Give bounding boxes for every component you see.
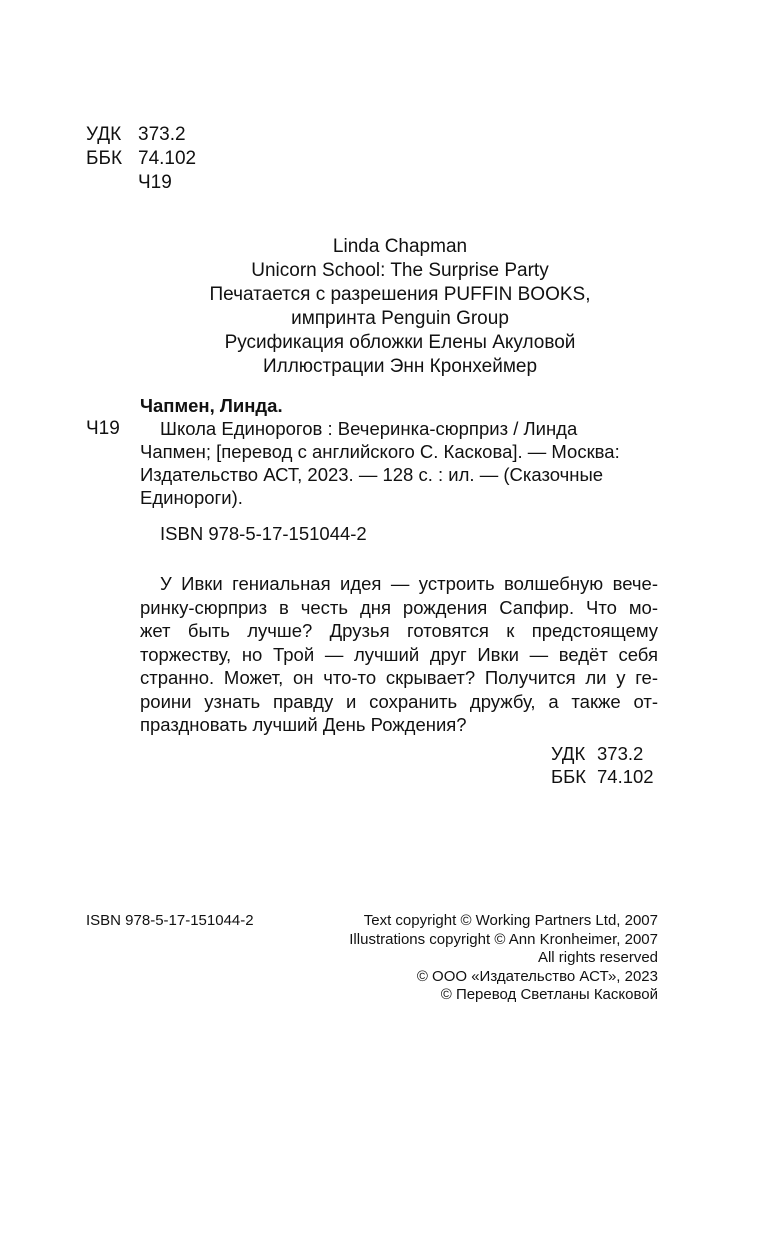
copyright-line: All rights reserved: [537, 949, 658, 966]
udk-label-bottom: УДК: [551, 743, 586, 764]
original-title: Unicorn School: The Surprise Party: [251, 260, 549, 281]
permission-line: Печатается с разрешения PUFFIN BOOKS,: [209, 284, 591, 305]
copyright-line: Illustrations copyright © Ann Kronheimer, 2007: [349, 930, 658, 948]
udk-value-bottom: 373.2: [597, 743, 644, 764]
record-isbn: ISBN 978-5-17-151044-2: [160, 523, 367, 544]
udk-value: 373.2: [138, 124, 186, 145]
author-heading: Чапмен, Линда.: [140, 395, 283, 416]
author-mark: Ч19: [138, 172, 172, 193]
copyright-line: Text copyright © Working Partners Ltd, 2007: [363, 912, 658, 929]
copyright-block: [349, 912, 658, 1005]
illustration-credit: Иллюстрации Энн Кронхеймер: [262, 356, 538, 377]
record-description: [140, 417, 620, 509]
copyright-line: © ООО «Издательство АСТ», 2023: [416, 967, 658, 985]
description-line: Школа Единорогов : Вечеринка-сюрприз / Линда: [160, 418, 578, 439]
annotation-line: странно. Может, он что-то скрывает? Получится ли у ге-: [140, 667, 658, 688]
annotation-line: торжеству, но Трой — лучший друг Ивки — ведёт себя: [140, 643, 658, 665]
udk-label: УДК: [86, 124, 122, 145]
record-author-mark: Ч19: [86, 418, 120, 439]
description-line: Единороги).: [140, 487, 243, 508]
description-line: Издательство АСТ, 2023. — 128 с. : ил. — (Сказочные: [140, 464, 604, 485]
original-info: [120, 235, 680, 379]
annotation-line: праздновать лучший День Рождения?: [140, 714, 467, 735]
copyright-line: © Перевод Светланы Касковой: [440, 986, 658, 1003]
imprint-line: импринта Penguin Group: [291, 308, 509, 329]
annotation: [140, 572, 658, 737]
annotation-line: роини узнать правду и сохранить дружбу, а также от-: [140, 690, 658, 712]
annotation-line: жет быть лучше? Друзья готовятся к предстоящему: [140, 620, 658, 641]
original-author: Linda Chapman: [332, 236, 468, 257]
annotation-line: ринку-сюрприз в честь дня рождения Сапфир. Что мо-: [140, 596, 658, 618]
footer-isbn: ISBN 978-5-17-151044-2: [86, 912, 254, 929]
cover-credit: Русификация обложки Елены Акуловой: [224, 332, 576, 353]
description-line: Чапмен; [перевод с английского С. Каскова]. — Москва:: [140, 441, 620, 462]
bbk-label: ББК: [86, 148, 123, 169]
annotation-line: У Ивки гениальная идея — устроить волшебную вече-: [160, 573, 658, 594]
bbk-label-bottom: ББК: [551, 766, 587, 787]
bbk-value-bottom: 74.102: [597, 766, 654, 787]
bbk-value: 74.102: [138, 148, 197, 169]
